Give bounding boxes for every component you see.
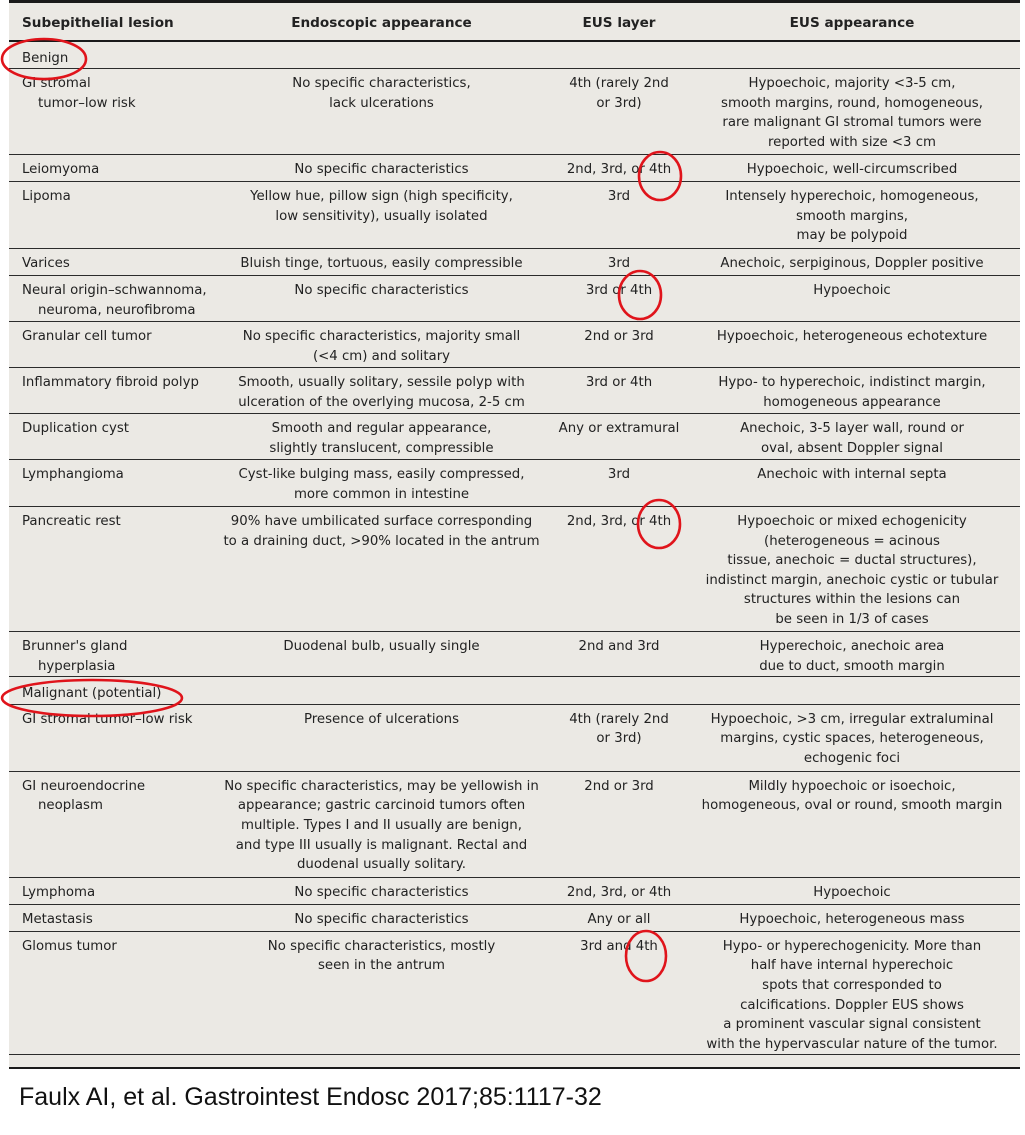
cell-line: 2nd or 3rd	[584, 329, 654, 345]
cell-line: duodenal usually solitary.	[296, 857, 466, 873]
eus-appearance-cell	[684, 704, 1020, 771]
cell-line: Brunner's gland	[22, 639, 128, 655]
eus-layer-cell	[554, 904, 684, 931]
category-label: Benign	[22, 50, 69, 66]
cell-line: may be polypoid	[796, 228, 908, 244]
lesion-cell	[9, 632, 209, 677]
cell-line: Hypo- to hyperechoic, indistinct margin,	[718, 375, 986, 391]
cell-line: Intensely hyperechoic, homogeneous,	[725, 189, 979, 205]
cell-line: 4th (rarely 2nd	[569, 76, 669, 92]
cell-line: (<4 cm) and solitary	[312, 348, 451, 364]
endoscopic-cell	[209, 276, 554, 322]
eus-table-container	[9, 0, 1020, 1069]
cell-line: 3rd	[607, 256, 631, 272]
cell-line: Any or all	[587, 911, 651, 927]
cell-line: Lymphangioma	[22, 467, 124, 483]
table-row	[9, 632, 1020, 677]
eus-appearance-cell	[684, 877, 1020, 904]
cell-line: Hypoechoic, heterogeneous echotexture	[716, 329, 988, 345]
eus-appearance-cell	[684, 368, 1020, 414]
cell-line: GI neuroendocrine	[22, 778, 146, 794]
eus-appearance-cell	[684, 904, 1020, 931]
cell-line: Anechoic, 3-5 layer wall, round or	[740, 421, 964, 437]
lesion-cell	[9, 155, 209, 182]
endoscopic-cell	[209, 931, 554, 1055]
cell-line: No specific characteristics,	[292, 76, 471, 92]
eus-layer-cell	[554, 322, 684, 368]
cell-line: (heterogeneous = acinous	[764, 533, 940, 549]
category-row	[9, 677, 1020, 705]
cell-line: a prominent vascular signal consistent	[723, 1017, 981, 1033]
cell-line: Metastasis	[22, 911, 93, 927]
cell-line: appearance; gastric carcinoid tumors often	[237, 798, 526, 814]
table-row	[9, 704, 1020, 771]
header-endoscopic-appearance: Endoscopic appearance	[291, 14, 472, 31]
cell-line: Varices	[22, 256, 70, 272]
cell-line: tissue, anechoic = ductal structures),	[727, 553, 977, 569]
cell-line: multiple. Types I and II usually are benign,	[241, 818, 522, 834]
eus-layer-cell	[554, 632, 684, 677]
endoscopic-cell	[209, 460, 554, 507]
cell-line: Smooth and regular appearance,	[271, 421, 492, 437]
lesion-cell	[9, 182, 209, 249]
table-body	[9, 41, 1020, 1055]
table-row	[9, 322, 1020, 368]
cell-line: Smooth, usually solitary, sessile polyp with	[238, 375, 525, 391]
category-row	[9, 41, 1020, 69]
cell-line: ulceration of the overlying mucosa, 2-5 cm	[238, 394, 525, 410]
cell-line: 2nd or 3rd	[584, 778, 654, 794]
cell-line: Inflammatory fibroid polyp	[22, 375, 199, 391]
eus-appearance-cell	[684, 414, 1020, 460]
eus-layer-cell	[554, 182, 684, 249]
table-row	[9, 877, 1020, 904]
cell-line: Duplication cyst	[22, 421, 129, 437]
lesion-cell	[9, 276, 209, 322]
cell-line: with the hypervascular nature of the tumor.	[706, 1036, 998, 1052]
table-row	[9, 276, 1020, 322]
lesion-cell	[9, 771, 209, 877]
cell-line: 3rd	[607, 467, 631, 483]
cell-line: 2nd, 3rd, or 4th	[566, 884, 672, 900]
cell-line: Presence of ulcerations	[303, 711, 460, 727]
cell-line: No specific characteristics	[294, 884, 469, 900]
cell-line: low sensitivity), usually isolated	[275, 208, 488, 224]
eus-layer-cell	[554, 249, 684, 276]
eus-layer-cell	[554, 771, 684, 877]
table-row	[9, 414, 1020, 460]
lesion-cell	[9, 69, 209, 155]
cell-line: indistinct margin, anechoic cystic or tubular	[705, 572, 999, 588]
cell-line: half have internal hyperechoic	[750, 958, 954, 974]
cell-line: Cyst-like bulging mass, easily compressed,	[238, 467, 525, 483]
cell-line: Hypoechoic	[813, 884, 891, 900]
lesion-cell	[9, 322, 209, 368]
table-header-row	[9, 2, 1020, 41]
cell-line: be seen in 1/3 of cases	[775, 612, 929, 628]
cell-line: oval, absent Doppler signal	[760, 440, 944, 456]
cell-line: No specific characteristics	[294, 911, 469, 927]
cell-line: or 3rd)	[596, 95, 642, 111]
cell-line: or 3rd)	[596, 731, 642, 747]
endoscopic-cell	[209, 877, 554, 904]
header-eus-appearance: EUS appearance	[789, 14, 915, 31]
cell-line: 3rd	[607, 189, 631, 205]
endoscopic-cell	[209, 414, 554, 460]
cell-line: 4th (rarely 2nd	[569, 711, 669, 727]
eus-layer-cell	[554, 414, 684, 460]
cell-line: structures within the lesions can	[743, 592, 961, 608]
lesion-cell	[9, 460, 209, 507]
cell-line: No specific characteristics, mostly	[267, 938, 496, 954]
cell-line: spots that corresponded to	[762, 978, 942, 994]
eus-layer-cell	[554, 507, 684, 632]
cell-line: tumor–low risk	[38, 95, 136, 111]
cell-line: Hypoechoic or mixed echogenicity	[737, 514, 967, 530]
cell-line: 2nd, 3rd, or 4th	[566, 514, 672, 530]
cell-line: Duodenal bulb, usually single	[283, 639, 480, 655]
cell-line: Anechoic with internal septa	[757, 467, 947, 483]
cell-line: Yellow hue, pillow sign (high specificity,	[250, 189, 513, 205]
cell-line: reported with size <3 cm	[768, 134, 936, 150]
cell-line: 2nd and 3rd	[578, 639, 660, 655]
table-row	[9, 771, 1020, 877]
cell-line: due to duct, smooth margin	[759, 658, 945, 674]
cell-line: neoplasm	[38, 798, 103, 814]
table-row	[9, 182, 1020, 249]
cell-line: 2nd, 3rd, or 4th	[566, 162, 672, 178]
cell-line: 90% have umbilicated surface corresponding	[230, 514, 533, 530]
cell-line: rare malignant GI stromal tumors were	[722, 115, 982, 131]
cell-line: and type III usually is malignant. Rectal and	[235, 837, 528, 853]
endoscopic-cell	[209, 69, 554, 155]
cell-line: slightly translucent, compressible	[269, 440, 494, 456]
eus-layer-cell	[554, 276, 684, 322]
cell-line: Lymphoma	[22, 884, 96, 900]
table-row	[9, 931, 1020, 1055]
cell-line: Anechoic, serpiginous, Doppler positive	[720, 256, 984, 272]
lesion-cell	[9, 704, 209, 771]
endoscopic-cell	[209, 322, 554, 368]
endoscopic-cell	[209, 249, 554, 276]
eus-appearance-cell	[684, 155, 1020, 182]
endoscopic-cell	[209, 904, 554, 931]
category-label: Malignant (potential)	[22, 686, 162, 702]
cell-line: Any or extramural	[558, 421, 680, 437]
cell-line: echogenic foci	[803, 751, 901, 767]
cell-line: 3rd and 4th	[580, 938, 658, 954]
endoscopic-cell	[209, 368, 554, 414]
eus-appearance-cell	[684, 249, 1020, 276]
cell-line: No specific characteristics	[294, 283, 469, 299]
endoscopic-cell	[209, 155, 554, 182]
lesion-cell	[9, 904, 209, 931]
eus-appearance-cell	[684, 460, 1020, 507]
eus-layer-cell	[554, 704, 684, 771]
cell-line: Bluish tinge, tortuous, easily compressible	[240, 256, 523, 272]
endoscopic-cell	[209, 771, 554, 877]
cell-line: margins, cystic spaces, heterogeneous,	[720, 731, 984, 747]
citation: Faulx AI, et al. Gastrointest Endosc 2017;85:1117-32	[19, 1083, 602, 1111]
endoscopic-cell	[209, 704, 554, 771]
lesion-cell	[9, 877, 209, 904]
eus-appearance-cell	[684, 182, 1020, 249]
cell-line: No specific characteristics	[294, 162, 469, 178]
eus-table	[9, 0, 1020, 1055]
lesion-cell	[9, 368, 209, 414]
eus-appearance-cell	[684, 771, 1020, 877]
table-row	[9, 69, 1020, 155]
cell-line: GI stromal	[22, 76, 91, 92]
endoscopic-cell	[209, 507, 554, 632]
cell-line: Neural origin–schwannoma,	[22, 283, 207, 299]
header-eus-layer: EUS layer	[582, 14, 656, 31]
cell-line: 3rd or 4th	[585, 283, 653, 299]
cell-line: seen in the antrum	[318, 958, 445, 974]
lesion-cell	[9, 414, 209, 460]
cell-line: Glomus tumor	[22, 938, 117, 954]
eus-appearance-cell	[684, 632, 1020, 677]
cell-line: GI stromal tumor–low risk	[22, 711, 193, 727]
cell-line: Lipoma	[22, 189, 71, 205]
cell-line: smooth margins,	[795, 208, 909, 224]
endoscopic-cell	[209, 632, 554, 677]
table-row	[9, 155, 1020, 182]
cell-line: hyperplasia	[38, 658, 116, 674]
table-row	[9, 249, 1020, 276]
cell-line: more common in intestine	[293, 486, 470, 502]
eus-appearance-cell	[684, 69, 1020, 155]
cell-line: Hyperechoic, anechoic area	[759, 639, 945, 655]
eus-appearance-cell	[684, 507, 1020, 632]
table-row	[9, 507, 1020, 632]
cell-line: Hypoechoic, heterogeneous mass	[739, 911, 965, 927]
cell-line: Pancreatic rest	[22, 514, 121, 530]
cell-line: Leiomyoma	[22, 162, 100, 178]
eus-appearance-cell	[684, 931, 1020, 1055]
cell-line: homogeneous appearance	[763, 394, 941, 410]
table-row	[9, 368, 1020, 414]
table-row	[9, 460, 1020, 507]
cell-line: homogeneous, oval or round, smooth margin	[701, 798, 1003, 814]
table-row	[9, 904, 1020, 931]
eus-layer-cell	[554, 460, 684, 507]
cell-line: neuroma, neurofibroma	[38, 302, 196, 318]
eus-appearance-cell	[684, 322, 1020, 368]
cell-line: No specific characteristics, majority small	[242, 329, 521, 345]
header-subepithelial-lesion: Subepithelial lesion	[22, 14, 174, 31]
eus-layer-cell	[554, 931, 684, 1055]
cell-line: Hypoechoic, well-circumscribed	[746, 162, 958, 178]
eus-appearance-cell	[684, 276, 1020, 322]
endoscopic-cell	[209, 182, 554, 249]
eus-layer-cell	[554, 877, 684, 904]
cell-line: smooth margins, round, homogeneous,	[721, 95, 983, 111]
lesion-cell	[9, 249, 209, 276]
cell-line: to a draining duct, >90% located in the antrum	[223, 533, 540, 549]
cell-line: calcifications. Doppler EUS shows	[740, 997, 964, 1013]
eus-layer-cell	[554, 69, 684, 155]
cell-line: Mildly hypoechoic or isoechoic,	[748, 778, 956, 794]
eus-layer-cell	[554, 155, 684, 182]
cell-line: Hypo- or hyperechogenicity. More than	[722, 938, 982, 954]
cell-line: No specific characteristics, may be yellowish in	[224, 778, 539, 794]
cell-line: Hypoechoic, >3 cm, irregular extraluminal	[710, 711, 994, 727]
cell-line: Hypoechoic	[813, 283, 891, 299]
eus-layer-cell	[554, 368, 684, 414]
lesion-cell	[9, 507, 209, 632]
cell-line: lack ulcerations	[329, 95, 434, 111]
lesion-cell	[9, 931, 209, 1055]
cell-line: Granular cell tumor	[22, 329, 152, 345]
cell-line: Hypoechoic, majority <3-5 cm,	[748, 76, 956, 92]
cell-line: 3rd or 4th	[585, 375, 653, 391]
